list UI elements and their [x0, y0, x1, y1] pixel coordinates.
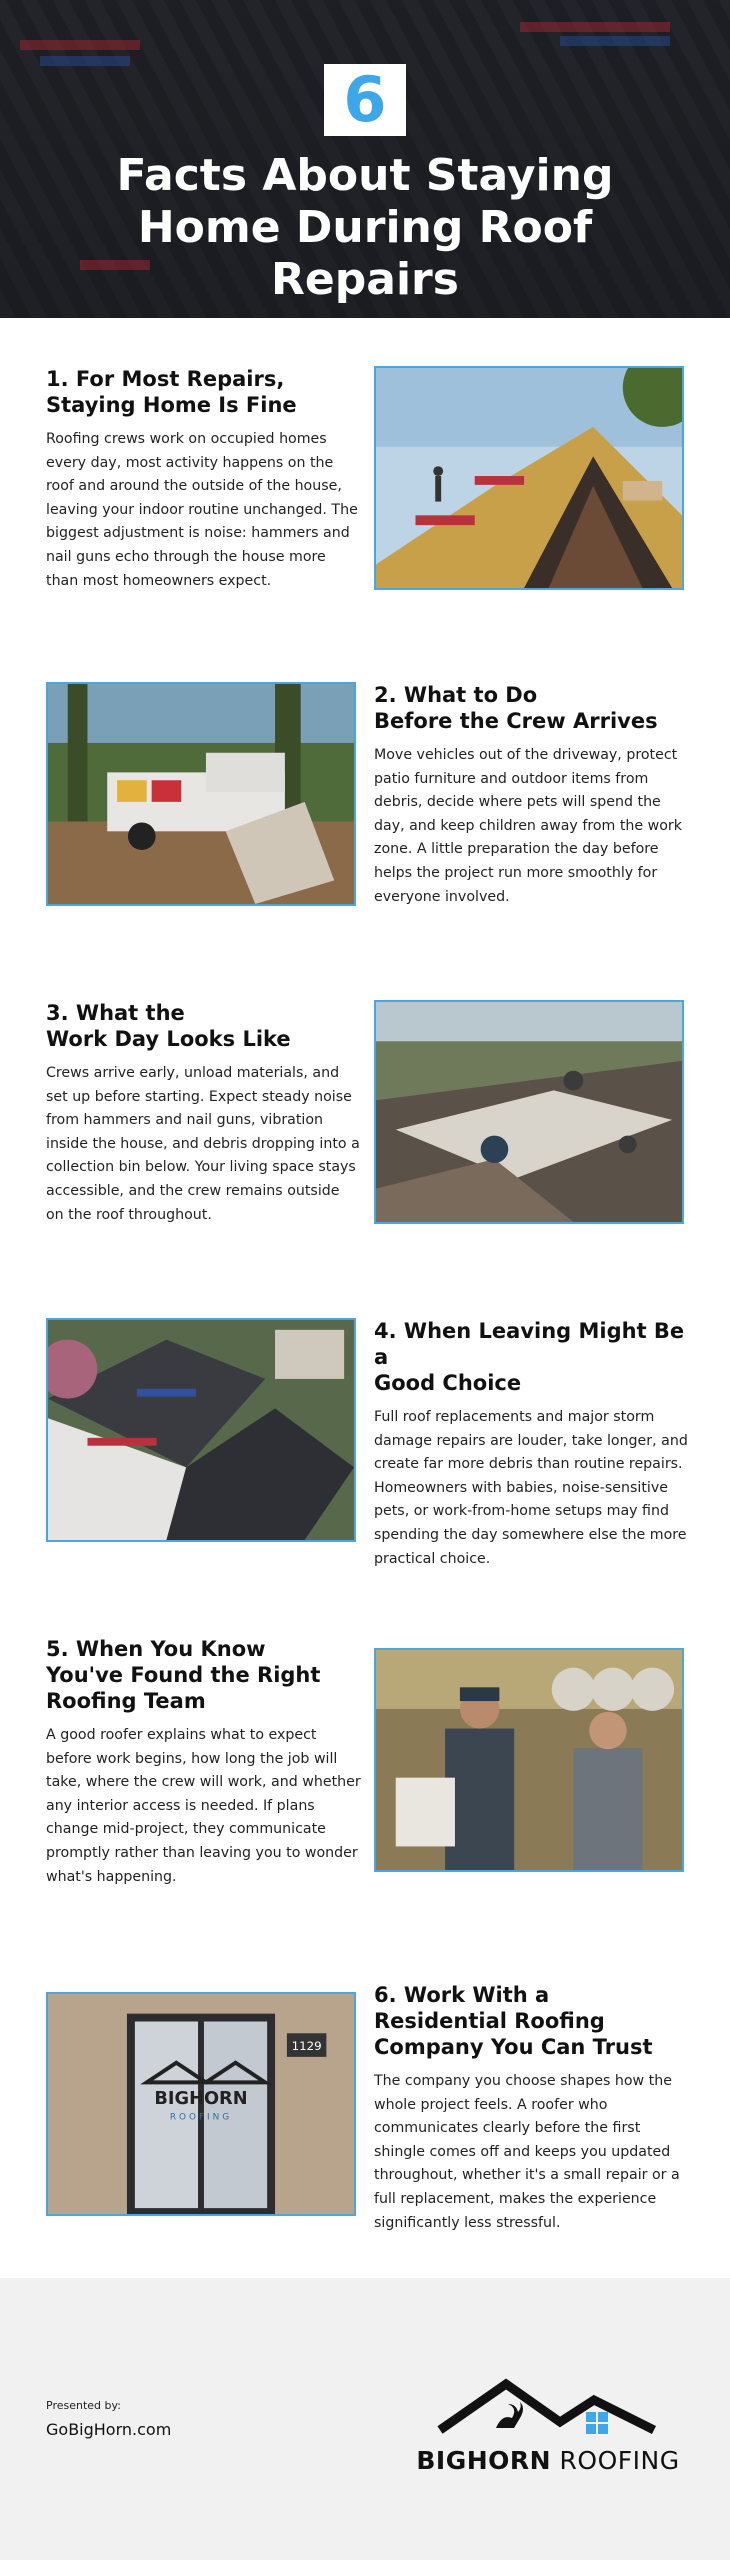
hero-number-badge: 6 — [324, 64, 406, 136]
hero-banner — [0, 0, 730, 318]
fact-text-2 — [374, 682, 689, 909]
fact-body: Move vehicles out of the driveway, protect patio furniture and outdoor items from debris, decide where pets will spend the day, and keep children away from the work zone. A little preparation the day before helps the project run more smoothly for everyone involved. — [374, 747, 682, 905]
fact-section-1 — [0, 318, 730, 589]
street-number: 1129 — [291, 2039, 322, 2053]
fact-section-6 — [0, 1936, 730, 2231]
bighorn-office-window-photo — [46, 1992, 356, 2216]
website-link[interactable]: GoBigHorn.com — [46, 2420, 172, 2439]
logo-wordmark — [410, 2446, 686, 2475]
fact-heading: 1. For Most Repairs, Staying Home Is Fine — [46, 367, 297, 417]
fact-heading: 6. Work With a Residential Roofing Company You Can Trust — [374, 1983, 653, 2059]
logo-brand: BIGHORN — [416, 2446, 552, 2475]
window-sign-brand: BIGHORN — [154, 2089, 248, 2109]
fact-heading: 5. When You Know You've Found the Right Roofing Team — [46, 1637, 321, 1713]
fact-text-1 — [46, 366, 361, 593]
fact-body: The company you choose shapes how the whole project feels. A roofer who communicates clearly before the first shingle comes off and keeps you updated throughout, whether it's a small repair or a full replacement, makes the experience significantly less stressful. — [374, 2073, 680, 2231]
aerial-roof-photo — [46, 1318, 356, 1542]
logo-suffix: ROOFING — [551, 2446, 680, 2475]
fact-section-4 — [0, 1272, 730, 1567]
two-roofers-talking-photo — [374, 1648, 684, 1872]
fact-text-4 — [374, 1318, 689, 1571]
fact-body: A good roofer explains what to expect before work begins, how long the job will take, where the crew will work, and whether any interior access is needed. If plans change mid-project, they communicate promptly rather than leaving you to wonder what's happening. — [46, 1727, 361, 1885]
fact-section-2 — [0, 636, 730, 905]
bighorn-logo — [410, 2370, 686, 2480]
fact-text-6 — [374, 1982, 689, 2235]
fact-text-3 — [46, 1000, 361, 1227]
mountain-roof-icon — [410, 2370, 686, 2446]
fact-body: Crews arrive early, unload materials, and set up before starting. Expect steady noise from hammers and nail guns, vibration inside the house, and debris dropping into a collection bin below. Your living space stays accessible, and the crew remains outside on the roof throughout. — [46, 1065, 360, 1223]
fact-section-3 — [0, 954, 730, 1223]
truck-with-materials-photo — [46, 682, 356, 906]
page-title: Facts About Staying Home During Roof Repairs — [116, 150, 614, 305]
fact-heading: 2. What to Do Before the Crew Arrives — [374, 683, 658, 733]
fact-heading: 3. What the Work Day Looks Like — [46, 1001, 291, 1051]
fact-text-5 — [46, 1636, 361, 1889]
fact-section-5 — [0, 1590, 730, 1885]
window-sign-suffix: ROOFING — [169, 2112, 233, 2123]
roofer-on-roof-photo — [374, 366, 684, 590]
presented-by-label: Presented by: — [46, 2399, 121, 2412]
fact-body: Roofing crews work on occupied homes every day, most activity happens on the roof and around the outside of the house, leaving your indoor routine unchanged. The biggest adjustment is noise: hammers and nail guns echo through the house more than most homeowners expect. — [46, 431, 358, 589]
fact-body: Full roof replacements and major storm damage repairs are louder, take longer, and create far more debris than routine repairs. Homeowners with babies, noise-sensitive pets, or work-from-home setups may find spending the day somewhere else the more practical choice. — [374, 1409, 688, 1567]
fact-heading: 4. When Leaving Might Be a Good Choice — [374, 1319, 685, 1395]
footer — [0, 2278, 730, 2560]
crew-working-on-roof-photo — [374, 1000, 684, 1224]
